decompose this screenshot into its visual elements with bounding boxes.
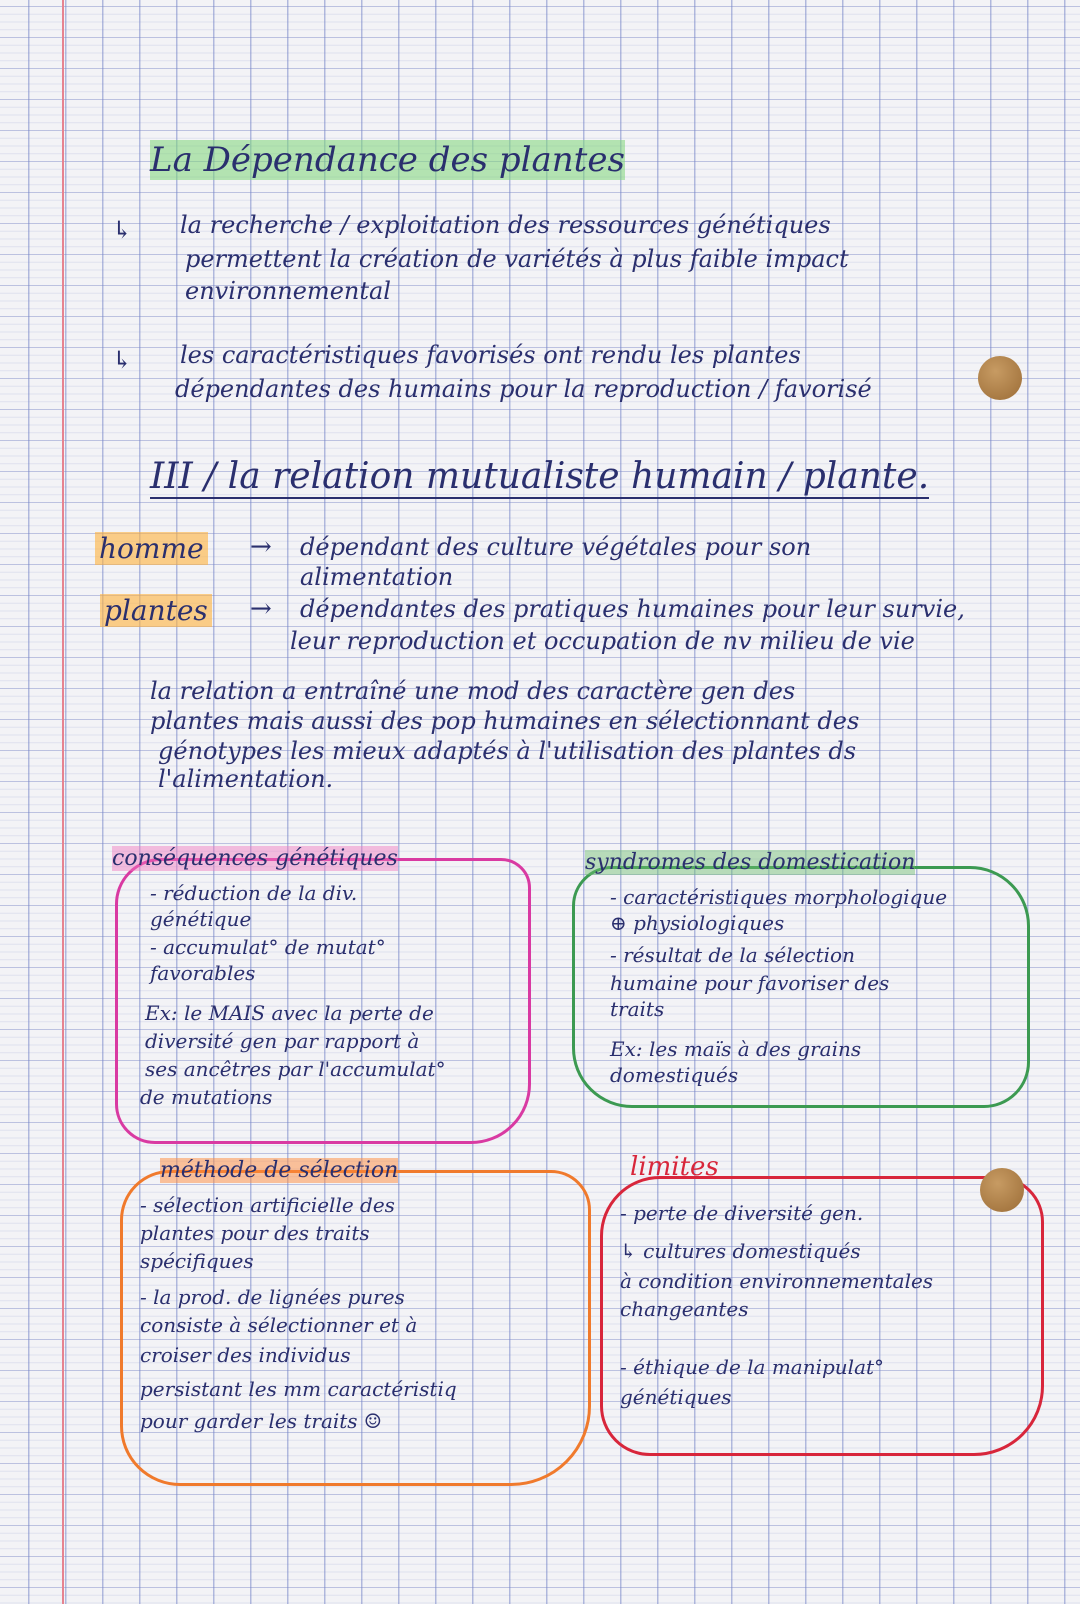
section-title xyxy=(150,456,929,497)
intro-2-line-1: les caractéristiques favorisés ont rendu les plantes xyxy=(180,341,801,369)
intro-2-line-2: dépendantes des humains pour la reproduction / favorisé xyxy=(175,375,872,403)
box-domestication-title: syndromes des domestication xyxy=(585,850,916,875)
box-method-line-8: pour garder les traits ☺ xyxy=(140,1409,382,1433)
box-limits-line-4: changeantes xyxy=(620,1297,749,1321)
box-genetic-line-1: - réduction de la div. xyxy=(150,881,358,905)
binder-hole-bottom xyxy=(980,1168,1024,1212)
plantes-arrow: → xyxy=(250,594,272,624)
box-method-line-3: spécifiques xyxy=(140,1249,254,1273)
box-method-line-2: plantes pour des traits xyxy=(140,1221,370,1245)
box-limits-line-3: à condition environnementales xyxy=(620,1269,934,1293)
plantes-line-2: leur reproduction et occupation de nv milieu de vie xyxy=(290,627,915,655)
intro-1-line-2: permettent la création de variétés à plus faible impact xyxy=(185,245,849,273)
box-method-line-6: croiser des individus xyxy=(140,1343,351,1367)
box-domestication-line-4: humaine pour favoriser des xyxy=(610,971,890,995)
box-domestication-line-1: - caractéristiques morphologique xyxy=(610,885,948,909)
homme-line-2: alimentation xyxy=(300,563,454,591)
page-title xyxy=(150,140,625,180)
box-genetic-line-4: favorables xyxy=(150,961,256,985)
box-method-line-7: persistant les mm caractéristiq xyxy=(140,1377,457,1401)
box-method-line-4: - la prod. de lignées pures xyxy=(140,1285,405,1309)
box-genetic-line-3: - accumulat° de mutat° xyxy=(150,935,386,959)
tag-homme: homme xyxy=(95,532,208,565)
tag-plantes: plantes xyxy=(100,594,212,627)
box-genetic-line-6: diversité gen par rapport à xyxy=(145,1029,420,1053)
homme-arrow: → xyxy=(250,532,272,562)
box-domestication-line-5: traits xyxy=(610,997,665,1021)
box-limits-line-5: - éthique de la manipulat° xyxy=(620,1355,885,1379)
box-method-line-5: consiste à sélectionner et à xyxy=(140,1313,418,1337)
paragraph-line-1: la relation a entraîné une mod des caractère gen des xyxy=(150,677,796,705)
box-method-title: méthode de sélection xyxy=(160,1158,399,1183)
box-domestication-line-2: ⊕ physiologiques xyxy=(610,911,785,935)
box-domestication-line-6: Ex: les maïs à des grains xyxy=(610,1037,862,1061)
section-title-text: III / la relation mutualiste humain / plante. xyxy=(150,456,930,497)
homme-line-1: dépendant des culture végétales pour son xyxy=(300,533,812,561)
box-domestication-line-3: - résultat de la sélection xyxy=(610,943,855,967)
box-limits-line-1: - perte de diversité gen. xyxy=(620,1201,864,1225)
intro-arrow-2: ↳ xyxy=(112,346,133,374)
intro-1-line-1: la recherche / exploitation des ressources génétiques xyxy=(180,211,831,239)
box-genetic-line-7: ses ancêtres par l'accumulat° xyxy=(145,1057,446,1081)
plantes-line-1: dépendantes des pratiques humaines pour leur survie, xyxy=(300,595,965,623)
box-limits-line-6: génétiques xyxy=(620,1385,732,1409)
box-genetic-line-5: Ex: le MAIS avec la perte de xyxy=(145,1001,434,1025)
box-limits-title: limites xyxy=(630,1152,719,1182)
box-genetic-line-8: de mutations xyxy=(140,1085,273,1109)
page-title-text: La Dépendance des plantes xyxy=(150,140,625,180)
binder-hole-top xyxy=(978,356,1022,400)
paragraph-line-2: plantes mais aussi des pop humaines en sélectionnant des xyxy=(150,707,860,735)
box-method-line-1: - sélection artificielle des xyxy=(140,1193,395,1217)
paragraph-line-4: l'alimentation. xyxy=(158,765,334,793)
paragraph-line-3: génotypes les mieux adaptés à l'utilisation des plantes ds xyxy=(158,737,857,765)
box-genetic-line-2: génétique xyxy=(150,907,252,931)
margin-line xyxy=(62,0,64,1604)
box-genetic-title: conséquences génétiques xyxy=(112,846,398,871)
box-domestication-line-7: domestiqués xyxy=(610,1063,739,1087)
box-limits-line-2: ↳ cultures domestiqués xyxy=(620,1239,861,1263)
intro-1-line-3: environnemental xyxy=(185,277,391,305)
intro-arrow-1: ↳ xyxy=(112,216,133,244)
